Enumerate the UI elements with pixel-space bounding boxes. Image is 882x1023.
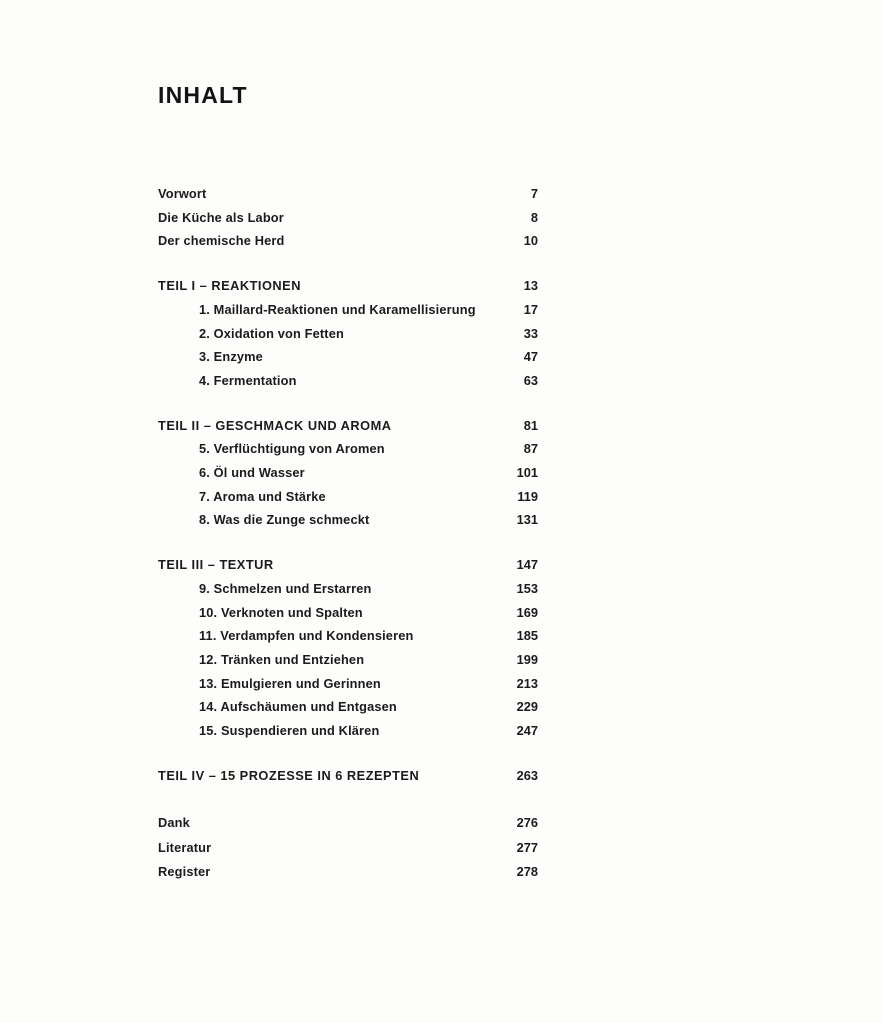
- toc-entry-label: Literatur: [158, 839, 212, 855]
- toc-entry[interactable]: [158, 624, 538, 648]
- toc-entry-label: TEIL III – TEXTUR: [158, 557, 274, 573]
- toc-entry[interactable]: [158, 601, 538, 625]
- toc-entry-page-number: 263: [516, 767, 538, 783]
- toc-entry[interactable]: [158, 553, 538, 577]
- toc-entry-label: 10. Verknoten und Spalten: [199, 604, 363, 620]
- toc-entry-label: 4. Fermentation: [199, 372, 297, 388]
- toc-entry[interactable]: [158, 369, 538, 393]
- toc-entry-page-number: 63: [523, 372, 538, 388]
- toc-entry-page-number: 247: [516, 723, 538, 739]
- toc-entry-label: TEIL IV – 15 PROZESSE IN 6 REZEPTEN: [158, 767, 420, 783]
- toc-entry[interactable]: [158, 206, 538, 230]
- toc-entry-label: 12. Tränken und Entziehen: [199, 651, 365, 667]
- toc-entry[interactable]: [158, 437, 538, 461]
- toc-entry-label: 15. Suspendieren und Klären: [199, 723, 380, 739]
- toc-entry-page-number: 277: [516, 839, 538, 855]
- toc-entry[interactable]: [158, 414, 538, 438]
- toc-entry-page-number: 147: [516, 557, 538, 573]
- toc-entry-label: Register: [158, 864, 211, 880]
- toc-entry-label: 8. Was die Zunge schmeckt: [199, 512, 370, 528]
- toc-entry-label: 5. Verflüchtigung von Aromen: [199, 441, 385, 457]
- toc-entry-label: Vorwort: [158, 186, 207, 201]
- toc-entry-page-number: 278: [516, 864, 538, 880]
- toc-group-back-matter: [158, 811, 538, 885]
- toc-entry-page-number: 131: [516, 512, 538, 528]
- toc-entry-page-number: 229: [516, 699, 538, 715]
- toc-entry-label: 13. Emulgieren und Gerinnen: [199, 675, 381, 691]
- toc-group-teil-1: [158, 274, 538, 393]
- toc-entry-label: TEIL II – GESCHMACK UND AROMA: [158, 417, 392, 433]
- toc-entry-page-number: 101: [516, 465, 538, 481]
- toc-entry-label: Der chemische Herd: [158, 233, 285, 249]
- toc-entry-page-number: 213: [516, 675, 538, 691]
- toc-entry[interactable]: [158, 229, 538, 253]
- toc-entry-page-number: 33: [523, 325, 538, 341]
- toc-entry-page-number: 119: [517, 488, 538, 504]
- toc-entry-label: 9. Schmelzen und Erstarren: [199, 580, 372, 596]
- toc-entry[interactable]: [158, 811, 538, 836]
- toc-entry[interactable]: [158, 345, 538, 369]
- toc-entry-label: 6. Öl und Wasser: [199, 465, 305, 481]
- toc-entry-page-number: 153: [516, 580, 538, 596]
- toc-entry-page-number: 17: [523, 301, 538, 317]
- toc-entry-page-number: 169: [516, 604, 538, 620]
- table-of-contents: [158, 182, 538, 885]
- toc-entry[interactable]: [158, 274, 538, 298]
- page-title: INHALT: [158, 82, 248, 108]
- toc-entry[interactable]: [158, 508, 538, 532]
- toc-entry-page-number: 199: [516, 651, 538, 667]
- toc-entry[interactable]: [158, 298, 538, 322]
- toc-entry[interactable]: [158, 461, 538, 485]
- toc-entry[interactable]: [158, 836, 538, 861]
- toc-entry[interactable]: [158, 719, 538, 743]
- toc-entry-label: 14. Aufschäumen und Entgasen: [199, 699, 397, 715]
- toc-entry-page-number: 185: [516, 628, 538, 644]
- toc-entry-page-number: 8: [530, 209, 538, 225]
- toc-entry[interactable]: [158, 860, 538, 885]
- toc-entry-page-number: 47: [523, 349, 538, 365]
- toc-entry-label: 2. Oxidation von Fetten: [199, 325, 344, 341]
- toc-entry[interactable]: [158, 577, 538, 601]
- toc-entry-label: Die Küche als Labor: [158, 209, 284, 225]
- toc-entry-label: Dank: [158, 815, 190, 831]
- toc-group-front-matter: [158, 182, 538, 253]
- toc-entry[interactable]: [158, 322, 538, 346]
- toc-entry[interactable]: [158, 182, 538, 206]
- toc-group-teil-3: [158, 553, 538, 743]
- toc-entry[interactable]: [158, 764, 538, 788]
- toc-entry[interactable]: [158, 695, 538, 719]
- toc-entry-label: 11. Verdampfen und Kondensieren: [199, 628, 414, 644]
- toc-entry-page-number: 7: [530, 186, 538, 201]
- toc-entry-label: TEIL I – REAKTIONEN: [158, 278, 301, 294]
- toc-entry-label: 3. Enzyme: [199, 349, 263, 365]
- toc-entry[interactable]: [158, 672, 538, 696]
- toc-group-teil-4: [158, 764, 538, 788]
- toc-entry-page-number: 87: [523, 441, 538, 457]
- toc-entry-page-number: 81: [523, 417, 538, 433]
- toc-entry-page-number: 10: [523, 233, 538, 249]
- toc-entry-label: 1. Maillard-Reaktionen und Karamellisierung: [199, 301, 476, 317]
- toc-entry-label: 7. Aroma und Stärke: [199, 488, 326, 504]
- toc-entry[interactable]: [158, 485, 538, 509]
- toc-entry-page-number: 276: [516, 815, 538, 831]
- toc-entry-page-number: 13: [523, 278, 538, 294]
- toc-entry[interactable]: [158, 648, 538, 672]
- toc-group-teil-2: [158, 414, 538, 533]
